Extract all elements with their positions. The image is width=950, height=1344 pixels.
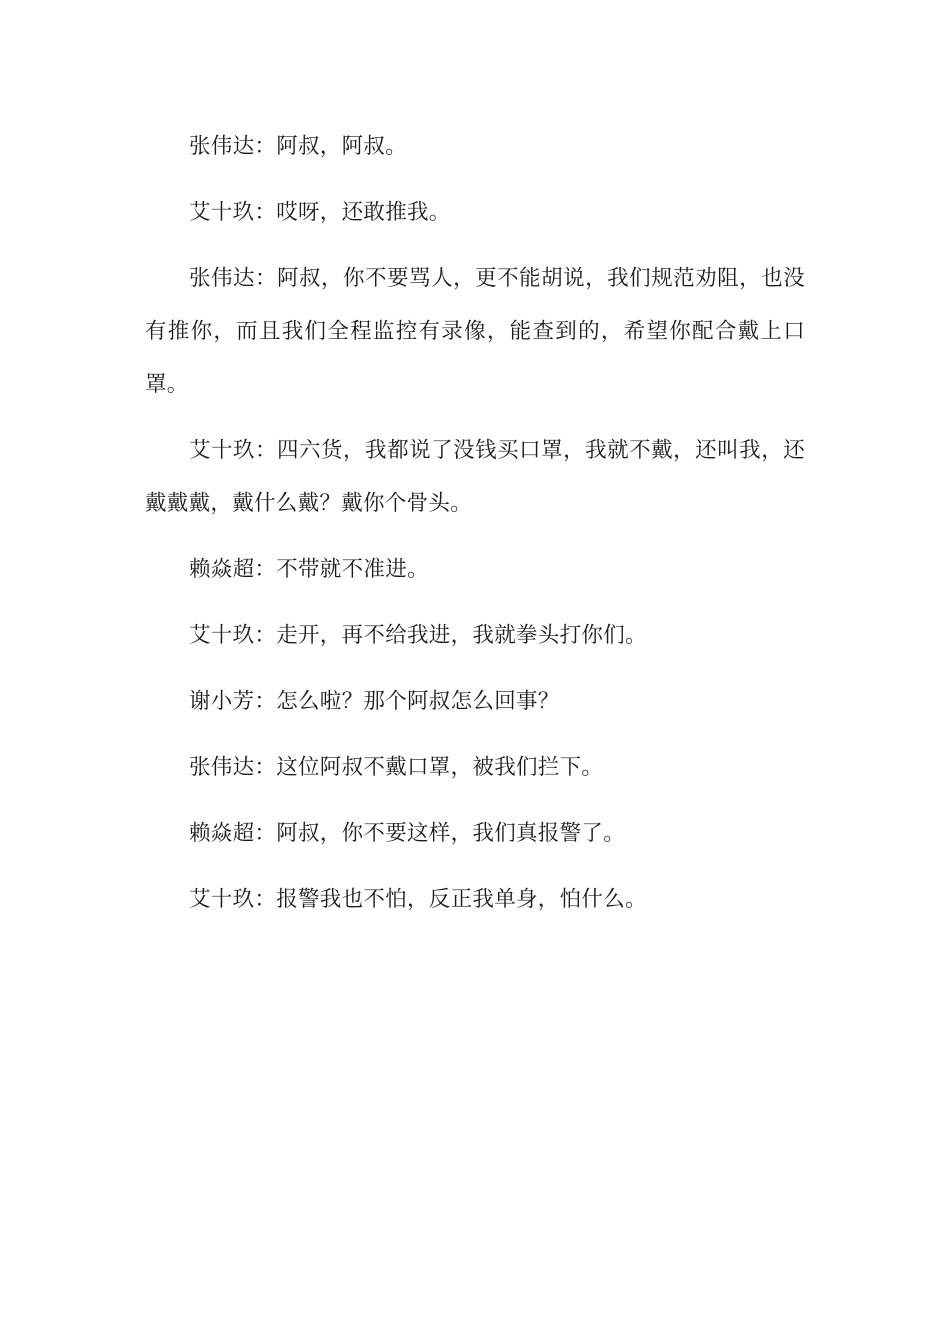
dialogue-line: 赖焱超：不带就不准进。 — [189, 557, 429, 582]
dialogue-line: 谢小芳：怎么啦？那个阿叔怎么回事？ — [189, 689, 560, 714]
dialogue-line: 艾十玖：哎呀，还敢推我。 — [189, 200, 451, 225]
dialogue-line: 张伟达：阿叔，你不要骂人，更不能胡说，我们规范劝阻，也没有推你，而且我们全程监控有录像，能查到的，希望你配合戴上口罩。 — [145, 266, 805, 397]
dialogue-line: 艾十玖：四六货，我都说了没钱买口罩，我就不戴，还叫我，还戴戴戴，戴什么戴？戴你个骨头。 — [145, 438, 805, 516]
dialogue-line: 张伟达：这位阿叔不戴口罩，被我们拦下。 — [189, 755, 604, 780]
dialogue-body — [145, 120, 805, 939]
dialogue-line: 艾十玖：报警我也不怕，反正我单身，怕什么。 — [189, 887, 647, 912]
dialogue-line: 赖焱超：阿叔，你不要这样，我们真报警了。 — [189, 821, 626, 846]
dialogue-line: 艾十玖：走开，再不给我进，我就拳头打你们。 — [189, 623, 647, 648]
dialogue-line: 张伟达：阿叔，阿叔。 — [189, 134, 408, 159]
